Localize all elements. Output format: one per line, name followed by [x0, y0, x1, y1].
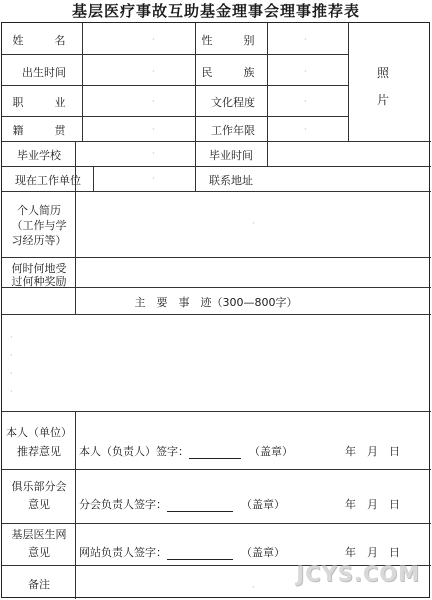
cell-mark: · — [10, 369, 13, 378]
row-line-3 — [2, 116, 348, 117]
self-sign-label: 本人（负责人）签字： — [79, 445, 189, 458]
row-line-7 — [2, 257, 431, 258]
cell-mark: · — [10, 333, 13, 342]
label-address: 联系地址 — [209, 174, 253, 187]
cell-mark: · — [252, 583, 255, 592]
label-job: 职 业 — [12, 96, 76, 109]
col-line-d — [348, 23, 349, 141]
web-label-2: 意见 — [28, 546, 50, 559]
photo-label-top: 照 — [376, 66, 390, 80]
self-seal: （盖章） — [249, 445, 293, 458]
label-grad-time: 毕业时间 — [209, 149, 253, 162]
web-label-1: 基层医生网 — [11, 528, 67, 541]
cell-mark: · — [10, 387, 13, 396]
row-line-6 — [2, 191, 431, 192]
deeds-heading: 主 要 事 迹（300—800字） — [134, 296, 298, 309]
self-sign-line — [79, 443, 293, 459]
label-name: 姓 名 — [12, 34, 76, 47]
form-title: 基层医疗事故互助基金理事会理事推荐表 — [71, 2, 360, 20]
row-line-9 — [2, 314, 431, 315]
label-work-years: 工作年限 — [211, 124, 255, 137]
col-line-a5 — [75, 411, 76, 599]
row-line-2 — [2, 85, 348, 86]
club-date: 年 月 日 — [345, 498, 400, 511]
row-line-10 — [2, 411, 431, 412]
cell-mark: · — [152, 174, 155, 183]
row-line-11 — [2, 469, 431, 470]
col-line-b — [195, 23, 196, 191]
club-sign-line — [79, 496, 285, 512]
label-native: 籍 贯 — [12, 124, 76, 137]
label-birth: 出生时间 — [22, 66, 66, 79]
self-sign-underline — [189, 446, 241, 459]
self-date: 年 月 日 — [345, 445, 400, 458]
label-resume-3: 习经历等） — [11, 234, 67, 247]
cell-mark: · — [304, 67, 307, 76]
label-education: 文化程度 — [211, 96, 255, 109]
remark-label: 备注 — [28, 578, 50, 591]
cell-mark: · — [10, 351, 13, 360]
cell-mark: · — [252, 219, 255, 228]
web-sign-underline — [167, 547, 233, 560]
cell-mark: · — [152, 35, 155, 44]
label-resume-2: （工作与学 — [11, 219, 67, 232]
cell-mark: · — [304, 35, 307, 44]
row-line-5 — [2, 166, 431, 167]
club-sign-underline — [167, 499, 233, 512]
self-recommend-label-2: 推荐意见 — [17, 445, 61, 458]
label-workplace: 现在工作单位 — [15, 174, 81, 187]
cell-mark: · — [304, 97, 307, 106]
recommendation-form — [1, 22, 430, 598]
web-sign-label: 网站负责人签字： — [79, 546, 167, 559]
cell-mark: · — [152, 97, 155, 106]
col-line-a — [82, 23, 83, 141]
club-label-2: 意见 — [28, 498, 50, 511]
self-recommend-label-1: 本人（单位） — [6, 426, 72, 439]
label-award-1: 何时何地受 — [11, 262, 67, 275]
cell-mark: · — [152, 67, 155, 76]
club-seal: （盖章） — [241, 498, 285, 511]
web-seal: （盖章） — [241, 546, 285, 559]
label-gender: 性 别 — [201, 34, 265, 47]
label-ethnicity: 民 族 — [201, 66, 265, 79]
watermark: JCYS.COM — [296, 562, 420, 586]
col-line-a3 — [93, 166, 94, 191]
club-sign-label: 分会负责人签字： — [79, 498, 167, 511]
cell-mark: · — [152, 125, 155, 134]
web-date: 年 月 日 — [345, 546, 400, 559]
label-award-2: 过何种奖励 — [11, 275, 67, 288]
row-line-1 — [2, 54, 348, 55]
col-line-a4 — [75, 191, 76, 314]
cell-mark: · — [304, 125, 307, 134]
col-line-c — [267, 23, 268, 166]
web-sign-line — [79, 544, 285, 560]
row-line-4 — [2, 141, 431, 142]
row-line-12 — [2, 523, 431, 524]
label-resume-1: 个人简历 — [17, 204, 61, 217]
club-label-1: 俱乐部分会 — [11, 480, 67, 493]
label-school: 毕业学校 — [17, 149, 61, 162]
cell-mark: · — [152, 149, 155, 158]
photo-label-bottom: 片 — [376, 93, 390, 107]
